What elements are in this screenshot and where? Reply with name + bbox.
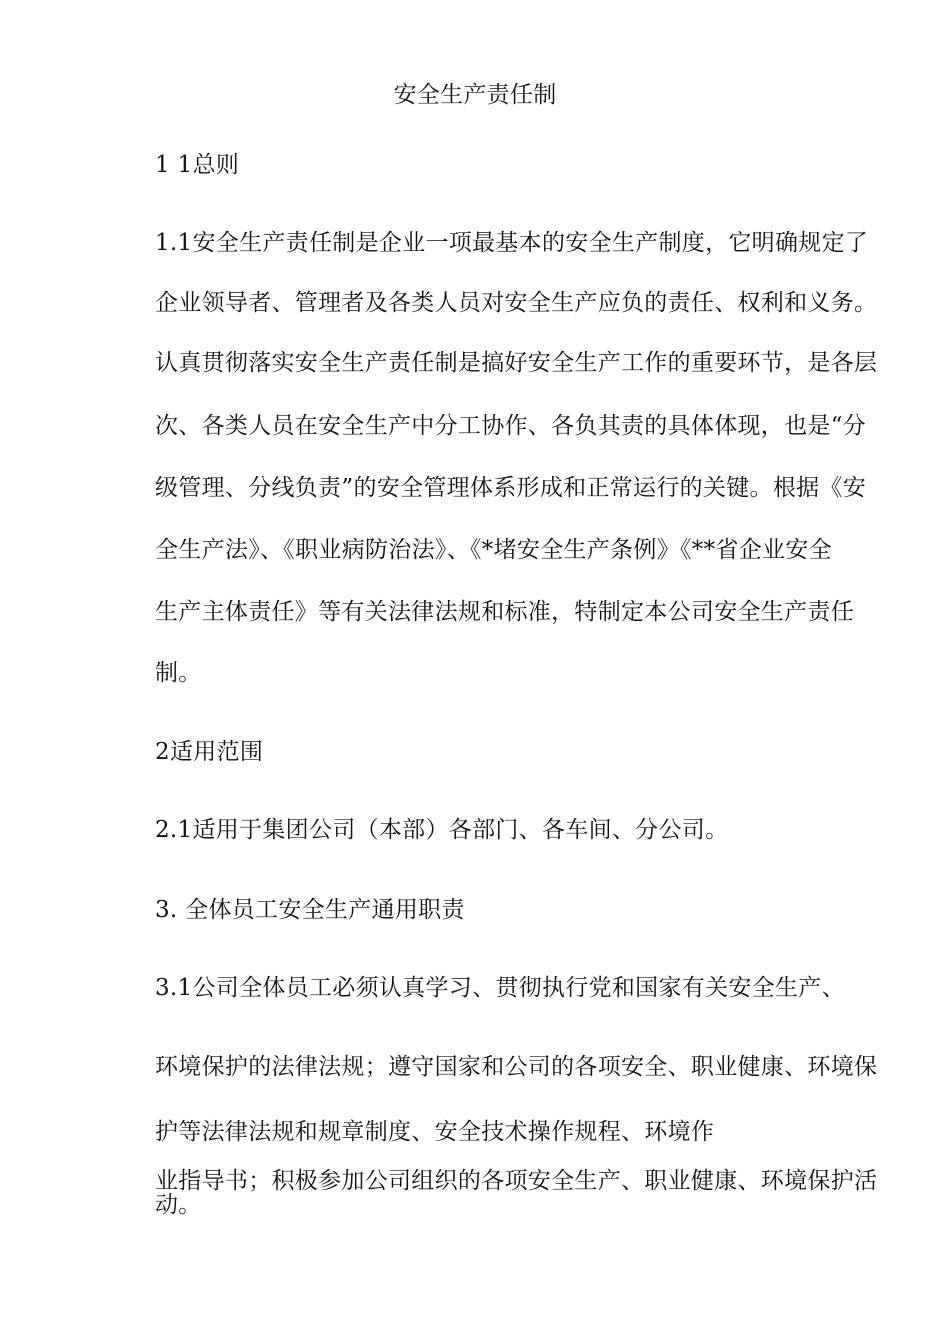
section1-line-3: 认真贯彻落实安全生产责任制是搞好安全生产工作的重要环节，是各层 (155, 350, 878, 376)
section3-line-1: 3.1公司全体员工必须认真学习、贯彻执行党和国家有关安全生产、 (155, 975, 845, 1001)
section3-line-2: 环境保护的法律法规；遵守国家和公司的各项安全、职业健康、环境保 (155, 1054, 878, 1080)
section2-line-1: 2.1适用于集团公司（本部）各部门、各车间、分公司。 (155, 817, 729, 843)
section1-line-7: 生产主体责任》等有关法律法规和标准，特制定本公司安全生产责任 (155, 599, 854, 625)
section1-line-8: 制。 (155, 660, 202, 686)
section2-heading: 2适用范围 (155, 739, 264, 765)
section1-line-1: 1.1安全生产责任制是企业一项最基本的安全生产制度，它明确规定了 (155, 230, 869, 256)
section3-heading: 3. 全体员工安全生产通用职责 (155, 897, 465, 923)
section1-line-2: 企业领导者、管理者及各类人员对安全生产应负的责任、权利和义务。 (155, 290, 878, 316)
document-title: 安全生产责任制 (393, 82, 557, 108)
section1-line-5: 级管理、分线负责”的安全管理体系形成和正常运行的关键。根据《安 (155, 475, 867, 501)
section1-heading: 1 1总则 (155, 152, 240, 178)
section3-line-4: 业指导书；积极参加公司组织的各项安全生产、职业健康、环境保护活 (155, 1168, 878, 1194)
section1-line-4: 次、各类人员在安全生产中分工协作、各负其责的具体体现，也是“分 (155, 413, 867, 439)
section3-line-3: 护等法律法规和规章制度、安全技术操作规程、环境作 (155, 1119, 715, 1145)
section1-line-6: 全生产法》、《职业病防治法》、《*堵安全生产条例》《**省企业安全 (155, 537, 832, 563)
section3-line-5: 动。 (155, 1192, 202, 1218)
